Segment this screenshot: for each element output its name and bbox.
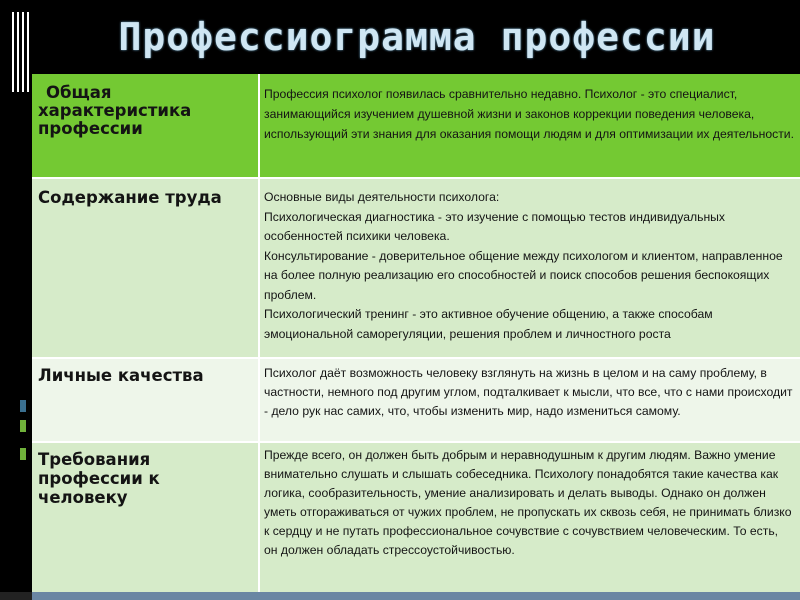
decorative-square [20,420,26,432]
stripe [22,12,24,92]
footer-corner [0,592,32,600]
table-row [32,74,800,178]
row-text: Психолог даёт возможность человеку взглянуть на жизнь в целом и на саму проблему, в частности, немного под другим углом, подталкивает к мысли, что все, что с нами происходит - дело рук нас самих, что, чтобы изменить мир, надо измениться самому. [258,358,800,442]
row-divider [32,357,800,359]
row-label-line: Общая [46,83,112,102]
row-text: Прежде всего, он должен быть добрым и неравнодушным к другим людям. Важно умение внимательно слушать и слышать собеседника. Психологу понадобятся такие качества как логика, сообразительность, умение анализировать и делать выводы. Однако он должен уметь отгораживаться от чужих проблем, не пропускать их сквозь себя, не принимать близко к сердцу и не путать профессиональное сочувствие с сочувствием человеческим. То есть, он должен обладать стрессоустойчивостью. [258,442,800,592]
profession-table [32,74,800,592]
stripe [27,12,29,92]
row-label: Требования профессии к человеку [32,442,258,592]
decorative-square [20,448,26,460]
row-label: Личные качества [32,358,258,442]
row-divider [32,177,800,179]
stripe [12,12,14,92]
footer-bar [32,592,800,600]
row-text: Профессия психолог появилась сравнительно недавно. Психолог - это специалист, занимающийся изучением душевной жизни и законов коррекции поведения человека, использующий эти знания для оказания помощи людям и для оптимизации их деятельности. [258,74,800,178]
slide-title: Профессиограмма профессии [118,15,716,59]
table-row [32,442,800,592]
table-row [32,178,800,358]
column-divider [258,74,260,592]
decorative-square [20,400,26,412]
decorative-stripes [12,12,32,92]
stripe [17,12,19,92]
row-label [32,74,258,178]
row-divider [32,441,800,443]
row-label-line: характеристика профессии [38,101,192,138]
row-label: Содержание труда [32,178,258,358]
row-text: Основные виды деятельности психолога: Психологическая диагностика - это изучение с помощью тестов индивидуальных особенностей психики человека. Консультирование - доверительное общение между психологом и клиентом, направленное на более полную реализацию его способностей и поиск способов решения беспокоящих проблем. Психологический тренинг - это активное обучение общению, а также способам эмоциональной саморегуляции, решения проблем и личностного роста [258,178,800,358]
table-row [32,358,800,442]
